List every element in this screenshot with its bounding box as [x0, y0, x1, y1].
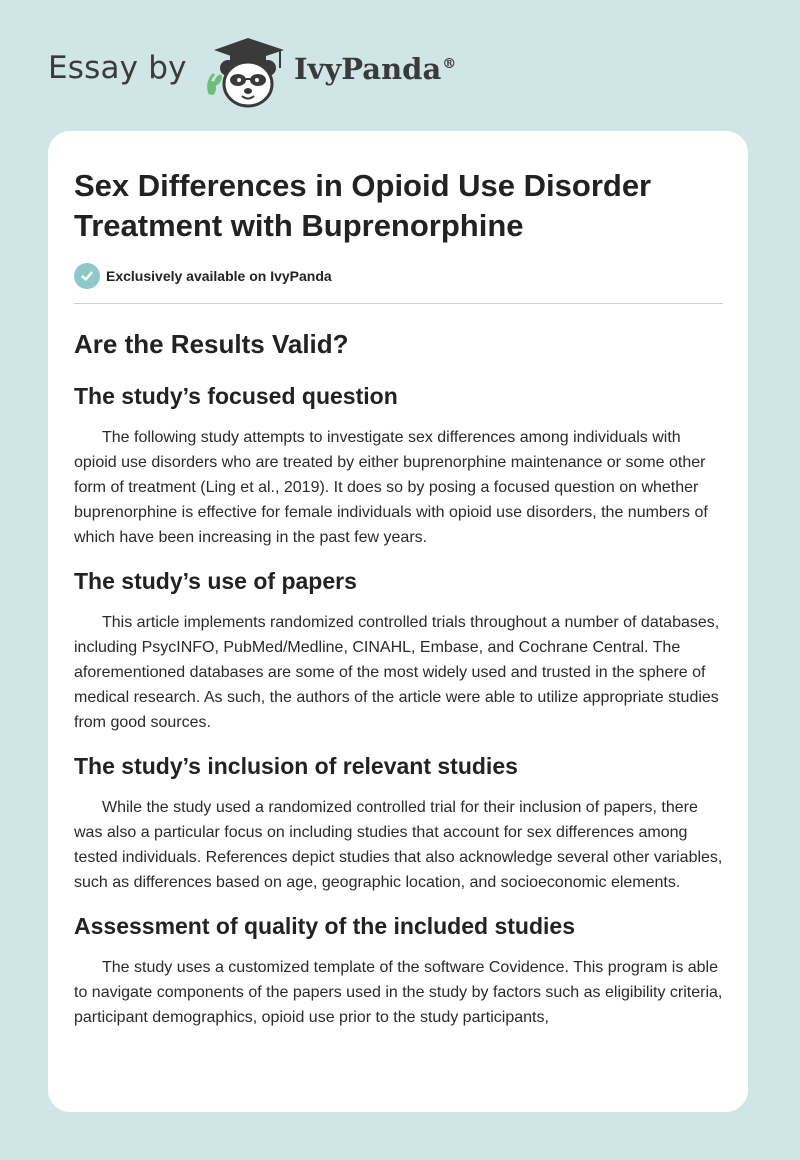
- section-heading: Are the Results Valid?: [74, 329, 349, 359]
- exclusive-badge: [74, 263, 332, 289]
- subsection-heading: The study’s focused question: [74, 383, 398, 409]
- essay-card: [48, 131, 748, 1112]
- paragraph: The following study attempts to investigate sex differences among individuals with opioid use disorders who are treated by either buprenorphine maintenance or some other form of treatment (Ling et al., 2019). It does so by posing a focused question on whether buprenorphine is effective for female individuals with opioid use disorders, the numbers of which have been increasing in the past few years.: [74, 429, 708, 546]
- brand-prefix: Essay by: [48, 50, 187, 86]
- brand-name-text: IvyPanda: [294, 52, 442, 86]
- subsection-heading: The study’s inclusion of relevant studies: [74, 753, 518, 779]
- brand-name[interactable]: [294, 52, 456, 86]
- essay-title: Sex Differences in Opioid Use Disorder Treatment with Buprenorphine: [74, 168, 652, 243]
- paragraph: While the study used a randomized controlled trial for their inclusion of papers, there was also a particular focus on including studies that account for sex differences among tested individuals. References depict studies that also acknowledge several other variables, such as differences based on age, geographic location, and socioeconomic elements.: [74, 799, 723, 891]
- site-header: [0, 0, 800, 130]
- subsection-heading: Assessment of quality of the included studies: [74, 913, 575, 939]
- divider: [74, 303, 723, 304]
- subsection-heading: The study’s use of papers: [74, 568, 357, 594]
- essay-content: [74, 327, 724, 1046]
- panda-graduate-icon[interactable]: [200, 34, 292, 110]
- registered-mark: ®: [442, 56, 457, 73]
- badge-text: Exclusively available on IvyPanda: [106, 268, 332, 284]
- paragraph: The study uses a customized template of the software Covidence. This program is able to navigate components of the papers used in the study by factors such as eligibility criteria, participant demographics, opioid use prior to the study participants,: [74, 959, 723, 1026]
- paragraph: This article implements randomized controlled trials throughout a number of databases, including PsycINFO, PubMed/Medline, CINAHL, Embase, and Cochrane Central. The aforementioned databases are some of the most widely used and trusted in the sphere of medical research. As such, the authors of the article were able to utilize appropriate studies from good sources.: [74, 614, 720, 731]
- check-circle-icon: [74, 263, 100, 289]
